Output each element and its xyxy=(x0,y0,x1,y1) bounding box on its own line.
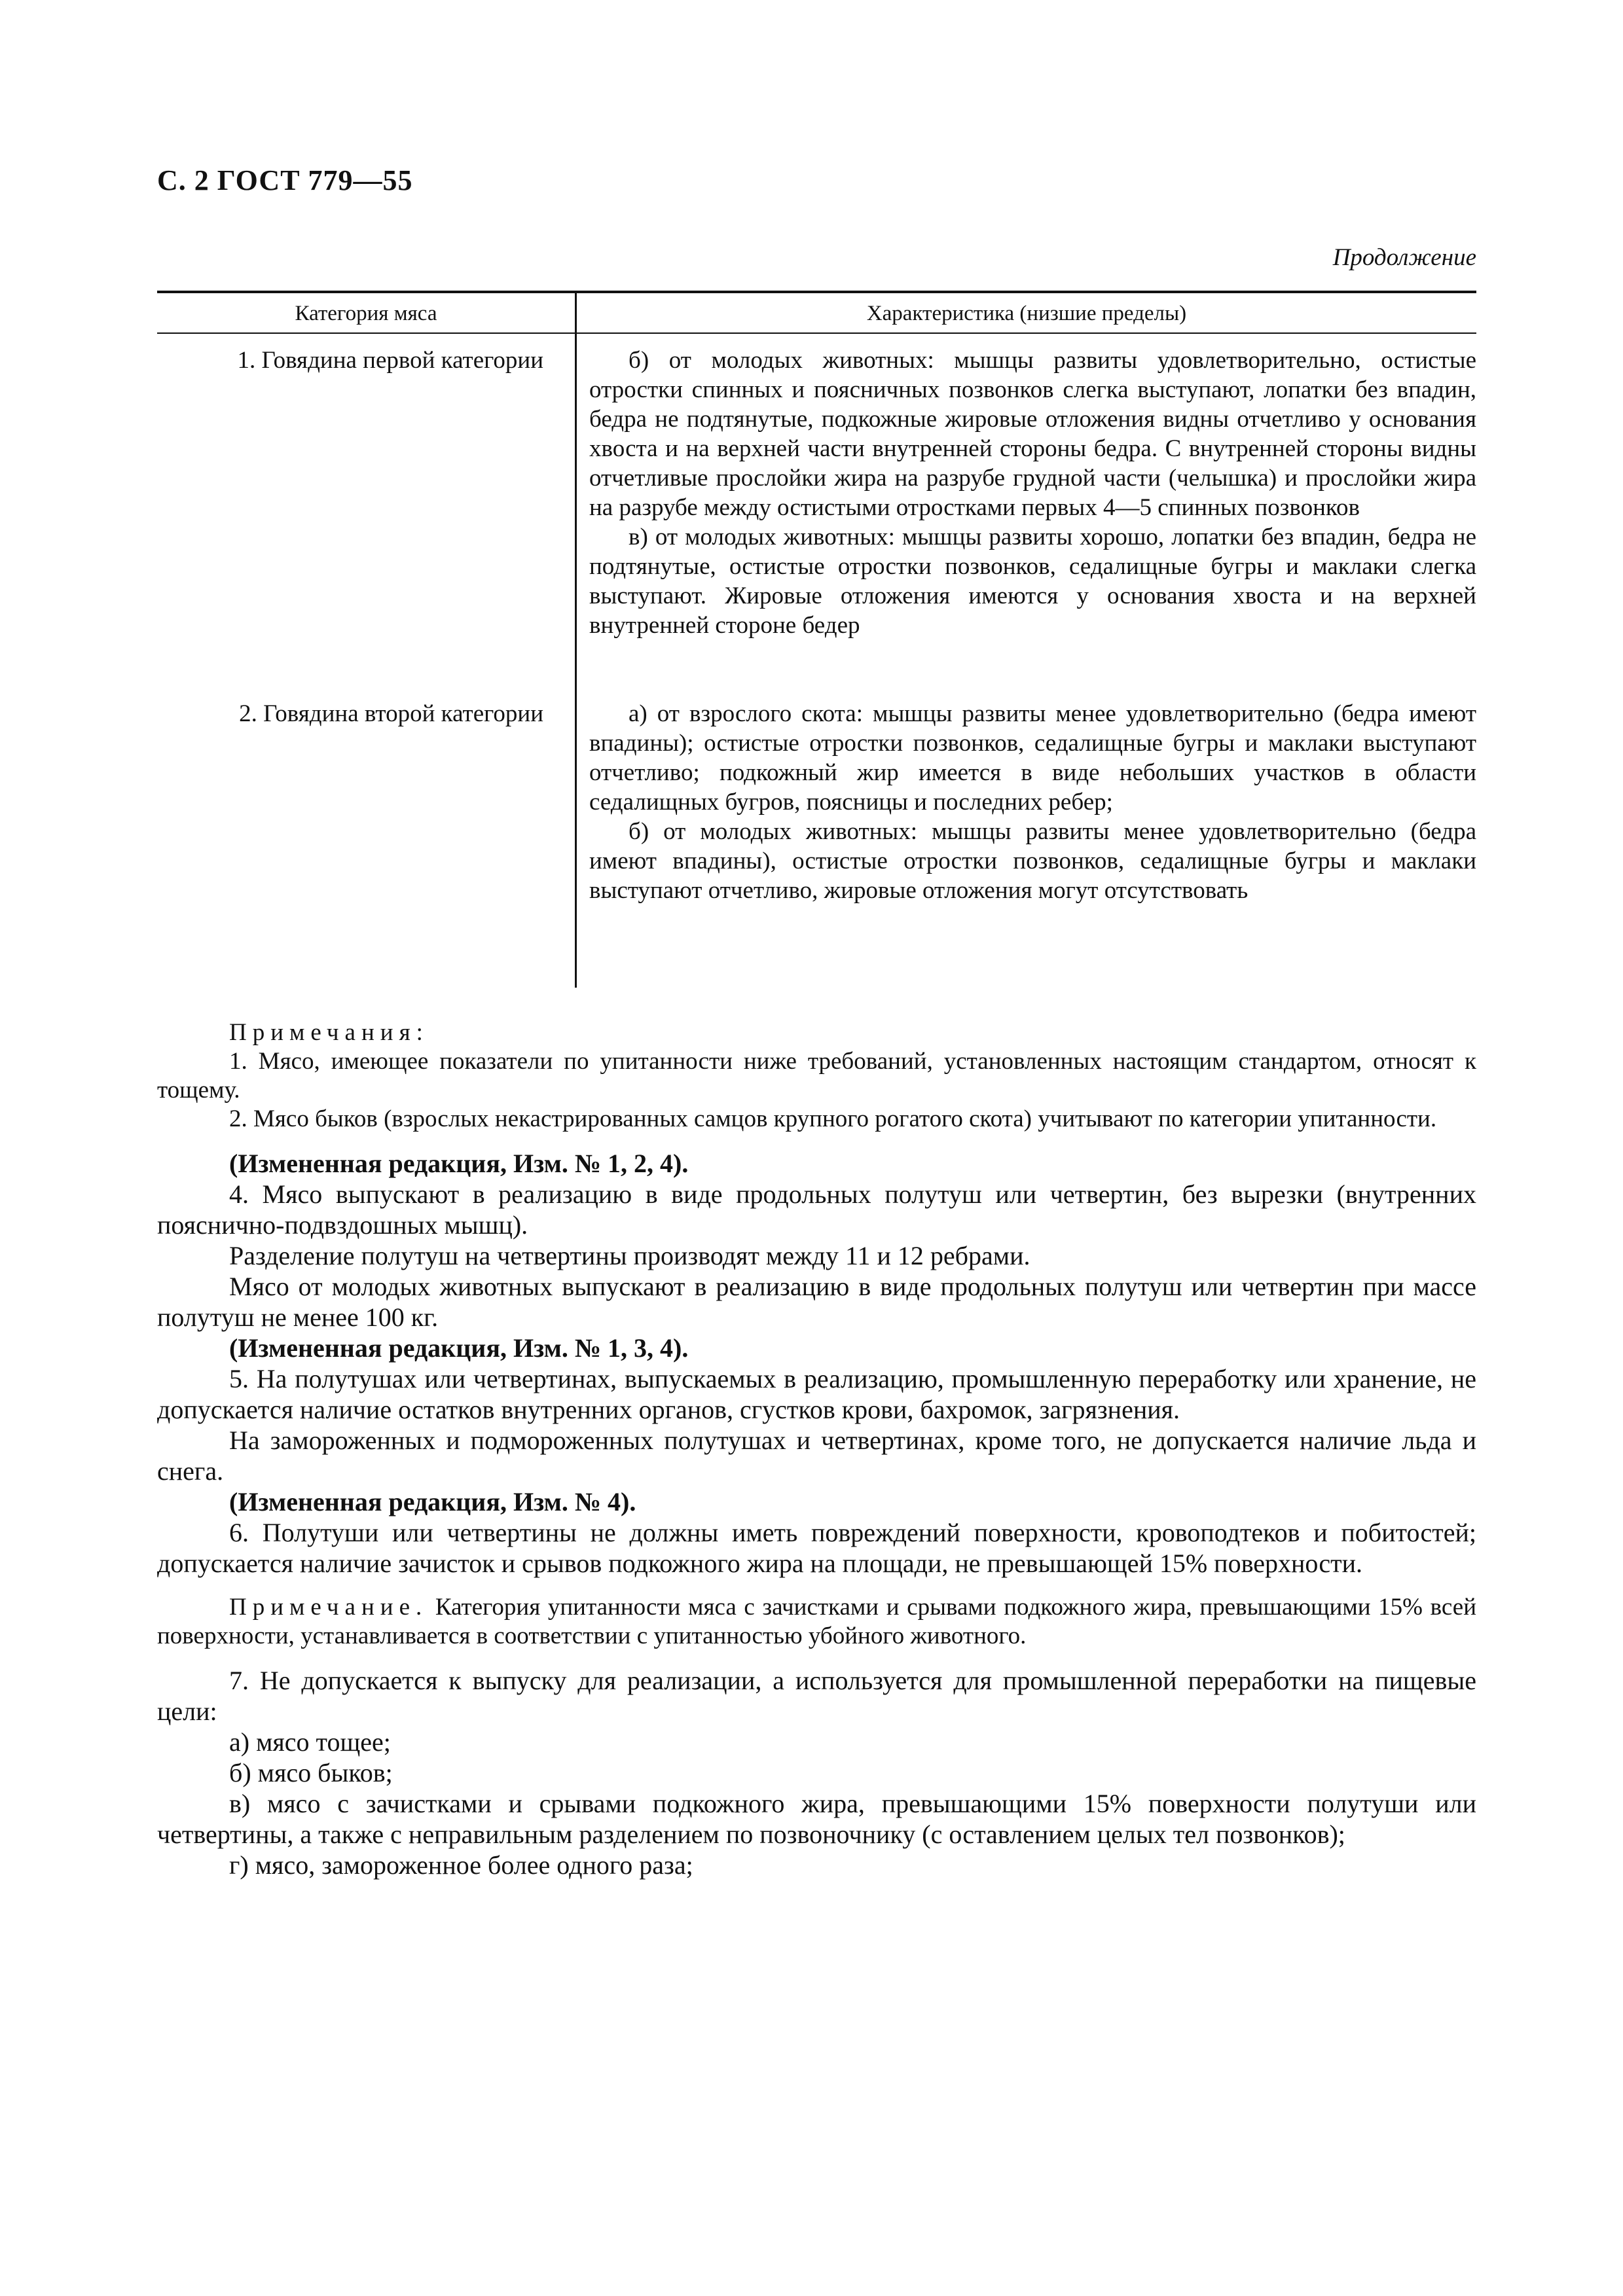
list-item: г) мясо, замороженное более одного раза; xyxy=(229,1850,693,1880)
note-text: Категория упитанности мяса с зачистками и срывами подкожного жира, превышающими 15% всей поверхности, устанавливается в соответствии с упитанностью убойного животного. xyxy=(157,1594,1476,1649)
characteristic-paragraph: б) от молодых животных: мышцы развиты удовлетворительно, остистые отростки спинных и поясничных позвонков слегка выступают, лопатки без впадин, бедра не подтянутые, подкожные жировые отложения видны отчетливо у основания хвоста и на верхней части внутренней стороны бедра. С внутренней стороны видны отчетливые прослойки жира на разрубе грудной части (челышка) и прослойки жира на разрубе между остистыми отростками первых 4—5 спинных позвонков xyxy=(589,347,1476,521)
table-column-divider xyxy=(575,291,577,988)
notes-heading: Примечания: xyxy=(229,1019,429,1046)
clause-paragraph: На замороженных и подмороженных полутушах и четвертинах, кроме того, не допускается наличие льда и снега. xyxy=(157,1426,1476,1486)
clause-paragraph: 4. Мясо выпускают в реализацию в виде продольных полутуш или четвертин, без вырезки (внутренних пояснично-подвздошных мышц). xyxy=(157,1179,1476,1240)
list-item: а) мясо тощее; xyxy=(229,1727,391,1757)
categories-table xyxy=(157,291,1476,988)
list-item: в) мясо с зачистками и срывами подкожного жира, превышающими 15% поверхности полутуши или четвертины, а также с неправильным разделением по позвоночнику (с оставлением целых тел позвонков); xyxy=(157,1789,1476,1849)
clause-paragraph: Мясо от молодых животных выпускают в реализацию в виде продольных полутуш или четвертин при массе полутуш не менее 100 кг. xyxy=(157,1272,1476,1332)
column-header-category: Категория мяса xyxy=(295,302,437,325)
document-body xyxy=(157,1018,1476,1880)
clause-paragraph: 5. На полутушах или четвертинах, выпускаемых в реализацию, промышленную переработку или хранение, не допускается наличие остатков внутренних органов, сгустков крови, бахромок, загрязнения. xyxy=(157,1364,1476,1424)
table-top-rule xyxy=(157,291,1476,293)
note-item: 1. Мясо, имеющее показатели по упитанности ниже требований, установленных настоящим стандартом, относят к тощему. xyxy=(157,1048,1476,1103)
clause-note xyxy=(157,1593,1476,1651)
clause-paragraph: 7. Не допускается к выпуску для реализации, а используется для промышленной переработки на пищевые цели: xyxy=(157,1666,1476,1726)
characteristic-cell xyxy=(589,699,1476,905)
note-item: 2. Мясо быков (взрослых некастрированных самцов крупного рогатого скота) учитывают по категории упитанности. xyxy=(229,1105,1437,1132)
characteristic-cell xyxy=(589,346,1476,640)
characteristic-paragraph: б) от молодых животных: мышцы развиты менее удовлетворительно (бедра имеют впадины), остистые отростки позвонков, седалищные бугры и маклаки выступают отчетливо, жировые отложения могут отсутствовать xyxy=(589,818,1476,904)
clause-paragraph: Разделение полутуш на четвертины производят между 11 и 12 ребрами. xyxy=(229,1241,1030,1270)
list-item: б) мясо быков; xyxy=(229,1758,393,1787)
table-header-rule xyxy=(157,332,1476,334)
category-cell: 2. Говядина второй категории xyxy=(239,700,543,727)
characteristic-paragraph: а) от взрослого скота: мышцы развиты менее удовлетворительно (бедра имеют впадины); остистые отростки позвонков, седалищные бугры и маклаки выступают отчетливо; подкожный жир имеется в виде небольших участков в области седалищных бугров, поясницы и последних ребер; xyxy=(589,700,1476,816)
page-header: С. 2 ГОСТ 779—55 xyxy=(157,164,413,196)
column-header-characteristic: Характеристика (низшие пределы) xyxy=(866,302,1187,325)
amendment-note: (Измененная редакция, Изм. № 4). xyxy=(229,1487,636,1516)
category-cell: 1. Говядина первой категории xyxy=(237,347,543,374)
characteristic-paragraph: в) от молодых животных: мышцы развиты хорошо, лопатки без впадин, бедра не подтянутые, остистые отростки позвонков, седалищные бугры и маклаки слегка выступают. Жировые отложения имеются у основания хвоста и на верхней внутренней стороне бедер xyxy=(589,524,1476,639)
clause-paragraph: 6. Полутуши или четвертины не должны иметь повреждений поверхности, кровоподтеков и побитостей; допускается наличие зачисток и срывов подкожного жира на площади, не превышающей 15% поверхности. xyxy=(157,1518,1476,1578)
note-label: Примечание. xyxy=(229,1594,428,1621)
amendment-note: (Измененная редакция, Изм. № 1, 3, 4). xyxy=(229,1333,689,1363)
continuation-label: Продолжение xyxy=(1332,244,1476,271)
amendment-note: (Измененная редакция, Изм. № 1, 2, 4). xyxy=(229,1149,689,1178)
